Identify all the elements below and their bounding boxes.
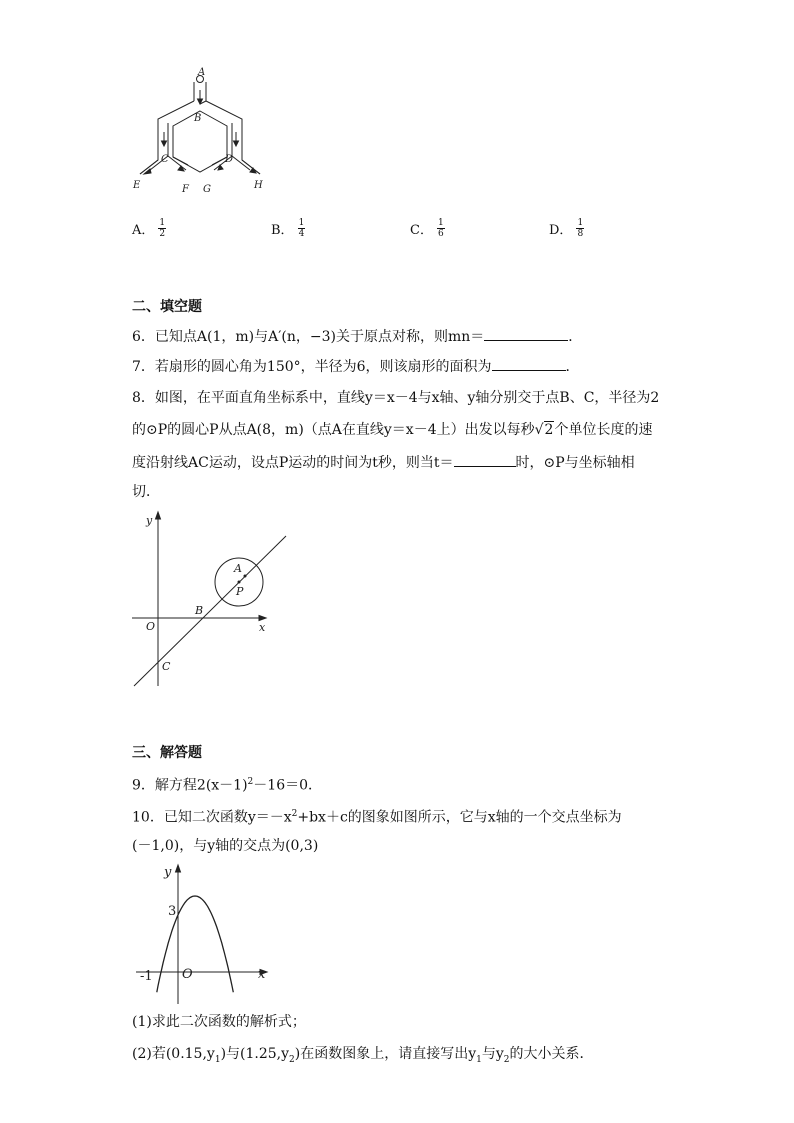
option-d-letter: D．	[549, 223, 573, 238]
label-g: G	[203, 184, 211, 195]
origin-label-o: O	[182, 967, 193, 982]
label-f: F	[182, 184, 189, 195]
question-8-line1: 8．如图，在平面直角坐标系中，直线y＝x－4与x轴、y轴分别交于点B、C，半径为2	[132, 390, 660, 406]
line-bc	[134, 536, 286, 686]
answer-blank-8[interactable]	[454, 452, 516, 467]
question-6: 6．已知点A(1，m)与A′(n，−3)关于原点对称，则mn＝ ．	[132, 326, 582, 347]
hexagon-path-figure	[128, 64, 278, 198]
question-9: 9．解方程$2(x-1)^2-16=0$．	[132, 777, 323, 794]
axis-label-y: y	[164, 865, 172, 880]
point-label-b: B	[195, 604, 204, 617]
option-b-fraction: $\frac{1}{4}$	[298, 218, 305, 239]
label-d: D	[225, 154, 234, 165]
section-solve-title: 三、解答题	[132, 745, 202, 761]
question-8-line3: 度沿射线AC运动，设点P运动的时间为t秒，则当t＝ 时，⊙P与坐标轴相	[132, 452, 635, 473]
question-10-line2: (－1,0)，与y轴的交点为(0,3)	[132, 838, 319, 854]
question-10-part2: (2)若$(0.15,y_1)$与$(1.25,y_2)$在函数图象上，请直接写出$y_1$与$y_2$的大小关系．	[132, 1046, 594, 1065]
parabola-figure	[132, 860, 278, 1006]
label-c: C	[161, 154, 169, 165]
question-10-part1: (1)求此二次函数的解析式；	[132, 1014, 306, 1030]
label-e: E	[133, 180, 141, 191]
question-10-line1: 10．已知二次函数$y=-x^2+bx+c$的图象如图所示，它与x轴的一个交点坐标为	[132, 809, 622, 826]
option-c[interactable]	[410, 218, 445, 239]
section-fill-in-title: 二、填空题	[132, 299, 202, 315]
answer-blank-6[interactable]	[484, 326, 568, 341]
question-7: 7．若扇形的圆心角为150°，半径为6，则该扇形的面积为 ．	[132, 356, 580, 377]
tick-label-neg1: -1	[140, 969, 153, 984]
question-8-line4: 切．	[132, 484, 160, 500]
question-8-line2: 的⊙P的圆心P从点A(8，m)（点A在直线y＝x－4上）出发以每秒√2个单位长度的速	[132, 422, 653, 438]
axis-label-x: x	[258, 967, 266, 982]
axis-label-x: x	[259, 621, 266, 634]
option-d[interactable]	[549, 218, 584, 239]
coordinate-circle-figure	[126, 508, 296, 694]
axis-label-y: y	[146, 514, 153, 527]
label-h: H	[254, 180, 263, 191]
origin-label-o: O	[146, 620, 156, 633]
option-d-fraction: $\frac{1}{8}$	[577, 218, 584, 239]
label-b: B	[194, 113, 202, 124]
label-a: A	[198, 67, 206, 78]
option-c-letter: C．	[410, 223, 433, 238]
option-b[interactable]	[271, 218, 305, 239]
point-label-a: A	[234, 562, 242, 575]
point-label-p: P	[236, 585, 244, 598]
tick-label-3: 3	[168, 904, 177, 919]
sqrt-symbol: √2	[534, 422, 554, 438]
option-a-letter: A．	[132, 223, 155, 238]
option-a-fraction: $\frac{1}{2}$	[159, 218, 166, 239]
answer-blank-7[interactable]	[492, 356, 566, 371]
option-c-fraction: $\frac{1}{6}$	[437, 218, 444, 239]
point-label-c: C	[162, 660, 171, 673]
option-a[interactable]	[132, 218, 166, 239]
option-b-letter: B．	[271, 223, 294, 238]
